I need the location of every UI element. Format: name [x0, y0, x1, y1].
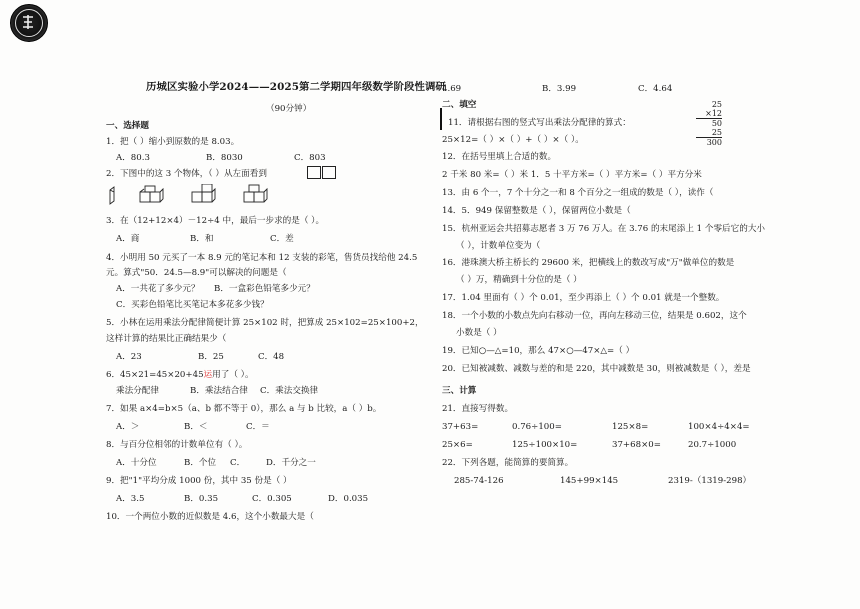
q10-option-b: B．3.99 — [542, 84, 577, 94]
q7-option-b: B．＜ — [184, 422, 208, 432]
q5-option-c: C．48 — [258, 352, 285, 362]
q4-option-a: A．一共花了多少元？ — [116, 284, 200, 294]
calc-row3-item2: 145+99×145 — [560, 476, 619, 486]
q7-option-c: C．＝ — [246, 422, 270, 432]
calc-row2-item1: 25×6= — [442, 440, 473, 450]
question-13: 13．由 6 个一，7 个十分之一和 8 个百分之一组成的数是（ ），读作（ — [442, 188, 714, 198]
q1-option-a: A．80.3 — [116, 153, 150, 163]
question-10: 10．一个两位小数的近似数是 4.6，这个小数最大是（ — [106, 512, 314, 522]
exam-duration: （90分钟） — [266, 104, 312, 114]
q9-option-d: D．0.035 — [328, 494, 369, 504]
question-4-line1: 4．小明用 50 元买了一本 8.9 元的笔记本和 12 支装的彩笔，售货员找给他 24.5 — [106, 253, 418, 263]
q10-option-c: C．4.64 — [638, 84, 673, 94]
calc-row1-item1: 37+63= — [442, 422, 479, 432]
q4-option-c: C．买彩色铅笔比买笔记本多花多少钱？ — [116, 300, 269, 310]
q3-option-c: C．差 — [270, 234, 294, 244]
q4-option-b: B．一盒彩色铅笔多少元？ — [214, 284, 315, 294]
question-19: 19．已知○—△=10，那么 47×○—47×△=（ ） — [442, 346, 635, 356]
calc-row3-item3: 2319-（1319-298） — [668, 476, 752, 486]
section-calc-heading: 三、计算 — [442, 386, 477, 396]
q2-cube-figures — [106, 184, 276, 206]
mult-line-4: 25 — [711, 128, 722, 137]
mult-line-2: ×12 — [705, 109, 722, 118]
q6-red-mark: 运 — [203, 370, 213, 380]
question-21: 21．直接写得数。 — [442, 404, 514, 414]
q8-option-a: A．十分位 — [116, 458, 157, 468]
question-18-line2: 小数是（ ） — [456, 328, 502, 338]
q1-option-c: C．803 — [294, 153, 326, 163]
q7-option-a: A．＞ — [116, 422, 140, 432]
question-8: 8．与百分位相邻的计数单位有（ ）。 — [106, 440, 248, 450]
q3-option-a: A．商 — [116, 234, 140, 244]
question-15-line1: 15．杭州亚运会共招募志愿者 3 万 76 万人。在 3.76 的末尾添上 1 个零后它的大小 — [442, 224, 766, 234]
q11-vertical-multiplication — [682, 100, 722, 147]
question-6 — [106, 370, 254, 381]
column-divider-mark — [440, 108, 442, 130]
question-12-items: 2 千米 80 米=（ ）米 1．5 十平方米=（ ）平方米=（ ）平方分米 — [442, 170, 702, 180]
question-5-line1: 5．小林在运用乘法分配律简便计算 25×102 时，把算成 25×102=25×100+2， — [106, 318, 424, 328]
question-16-line1: 16．港珠澳大桥主桥长约 29600 米，把横线上的数改写成"万"做单位的数是 — [442, 258, 735, 268]
question-20: 20．已知被减数、减数与差的和是 220，其中减数是 30，则被减数是（ ），差是 — [442, 364, 751, 374]
question-3: 3．在（12+12×4）－12÷4 中，最后一步求的是（ ）。 — [106, 216, 325, 226]
q5-option-a: A．23 — [116, 352, 142, 362]
question-9: 9．把"1"平均分成 1000 份，其中 35 份是（ ） — [106, 476, 292, 486]
q6-text-pre: 6．45×21=45×20+45 — [106, 370, 204, 380]
mult-line-3: 50 — [711, 119, 722, 128]
q8-option-c: C． — [230, 458, 246, 468]
calc-row2-item4: 20.7÷1000 — [688, 440, 737, 450]
exam-title: 历城区实验小学2024——2025第二学期四年级数学阶段性调研 — [146, 81, 446, 93]
question-1: 1．把（ ）缩小到原数的是 8.03。 — [106, 137, 240, 147]
q10-option-a: 4.69 — [442, 84, 462, 94]
q8-option-d: D．千分之一 — [266, 458, 316, 468]
q6-option-b: B．乘法结合律 — [190, 386, 248, 396]
question-14: 14．5．949 保留整数是（ ），保留两位小数是（ — [442, 206, 631, 216]
q9-option-b: B．0.35 — [184, 494, 219, 504]
q6-option-a: 乘法分配律 — [116, 386, 159, 396]
question-2: 2．下图中的这 3 个物体，（ ）从左面看到 — [106, 169, 267, 179]
question-16-line2: （ ）万，精确到十分位的是（ ） — [456, 275, 582, 285]
question-5-line2: 这样计算的结果比正确结果少（ — [106, 334, 227, 344]
calc-row2-item3: 37+68×0= — [612, 440, 661, 450]
q3-option-b: B．和 — [190, 234, 214, 244]
q8-option-b: B．个位 — [184, 458, 217, 468]
q6-text-post: 用了（ ）。 — [212, 370, 254, 380]
question-11: 11．请根据右图的竖式写出乘法分配律的算式： — [448, 118, 631, 128]
calc-row2-item2: 125÷100×10= — [512, 440, 578, 450]
school-seal-logo — [10, 4, 48, 42]
question-22: 22．下列各题，能简算的要简算。 — [442, 458, 574, 468]
question-4-line2: 元。算式"50．24.5—8.9"可以解决的问题是（ — [106, 268, 287, 278]
question-17: 17．1.04 里面有（ ）个 0.01，至少再添上（ ）个 0.01 就是一个整数。 — [442, 293, 725, 303]
q6-option-c: C．乘法交换律 — [260, 386, 319, 396]
question-12: 12．在括号里填上合适的数。 — [442, 152, 557, 162]
calc-row1-item3: 125×8= — [612, 422, 649, 432]
calc-row3-item1: 285-74-126 — [454, 476, 504, 486]
mult-line-5: 300 — [706, 138, 722, 147]
section-fill-heading: 二、填空 — [442, 100, 477, 110]
calc-row1-item4: 100×4÷4×4= — [688, 422, 750, 432]
q9-option-c: C．0.305 — [252, 494, 292, 504]
exam-paper — [88, 60, 778, 540]
q9-option-a: A．3.5 — [116, 494, 145, 504]
q5-option-b: B．25 — [198, 352, 224, 362]
question-11-expression: 25×12=（ ）×（ ）+（ ）×（ ）。 — [442, 135, 584, 145]
q2-view-boxes — [306, 166, 336, 179]
question-7: 7．如果 a×4=b×5（a、b 都不等于 0），那么 a 与 b 比较，a（ ）b。 — [106, 404, 382, 414]
calc-row1-item2: 0.76÷100= — [512, 422, 562, 432]
question-15-line2: （ ），计数单位变为（ — [456, 241, 541, 251]
mult-line-1: 25 — [711, 100, 722, 109]
section-choice-heading: 一、选择题 — [106, 121, 149, 131]
q1-option-b: B．8030 — [206, 153, 243, 163]
question-18-line1: 18．一个小数的小数点先向右移动一位，再向左移动三位，结果是 0.602，这个 — [442, 311, 747, 321]
